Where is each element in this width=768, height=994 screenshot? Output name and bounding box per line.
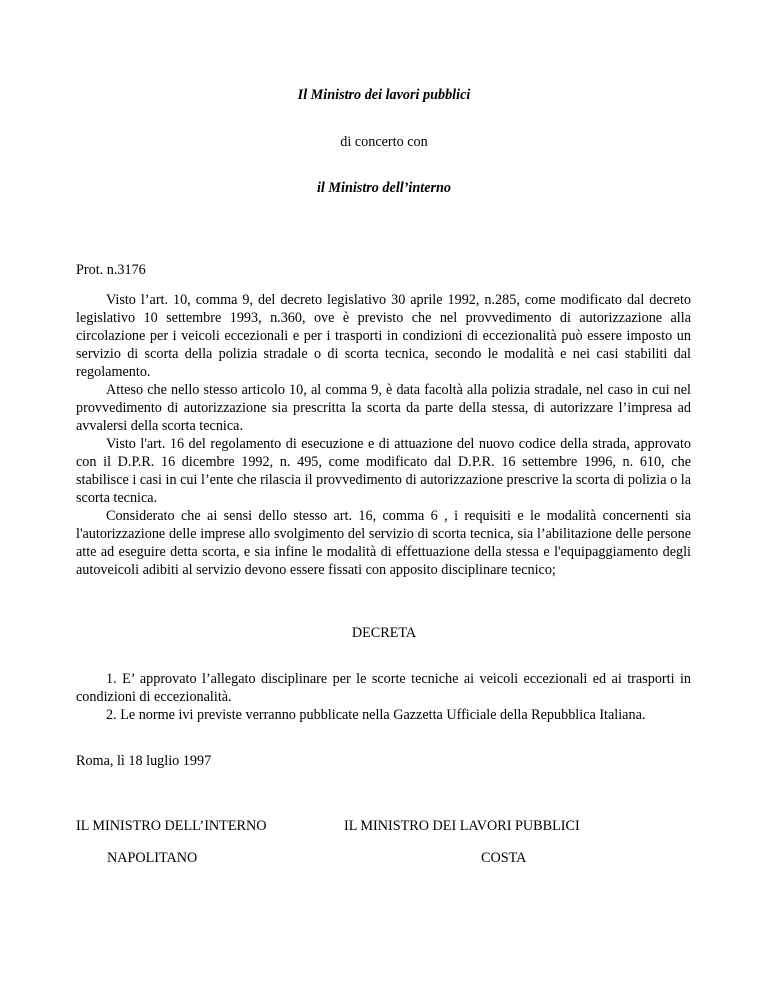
article-item: 2. Le norme ivi previste verranno pubblicate nella Gazzetta Ufficiale della Repubblica Italiana. — [106, 707, 646, 723]
signature-name-left: NAPOLITANO — [107, 850, 198, 866]
concert-line: di concerto con — [340, 134, 428, 150]
preamble-paragraph: Visto l'art. 16 del regolamento di esecuzione e di attuazione del nuovo codice della strada, approvato con il D.P.R. 16 dicembre 1992, n. 495, come modificato dal D.P.R. 16 settembre 1996, n. 610, che stabilisce i casi in cui l’ente che rilascia il provvedimento di autorizzazione prescrive la scorta di polizia o la scorta tecnica. — [76, 436, 691, 506]
preamble — [76, 291, 691, 579]
preamble-paragraph: Considerato che ai sensi dello stesso art. 16, comma 6 , i requisiti e le modalità concernenti sia l'autorizzazione delle imprese allo svolgimento del servizio di scorta tecnica, sia l’abilitazione delle persone atte ad eseguire detta scorta, e sia infine le modalità di effettuazione della stessa e l'equipaggiamento degli autoveicoli adibiti al servizio devono essere fissati con apposito disciplinare tecnico; — [76, 508, 691, 578]
article-item: 1. E’ approvato l’allegato disciplinare per le scorte tecniche ai veicoli eccezionali ed ai trasporti in condizioni di eccezionalità. — [76, 671, 691, 705]
decree-heading: DECRETA — [351, 625, 417, 641]
signature-title-left: IL MINISTRO DELL’INTERNO — [76, 818, 267, 834]
articles — [76, 670, 691, 724]
preamble-paragraph: Atteso che nello stesso articolo 10, al comma 9, è data facoltà alla polizia stradale, nel caso in cui nel provvedimento di autorizzazione sia prescritta la scorta da parte della stessa, di autorizzare l’impresa ad avvalersi della scorta tecnica. — [76, 382, 691, 434]
issuer-title: Il Ministro dei lavori pubblici — [297, 87, 471, 103]
signature-name-right: COSTA — [481, 850, 527, 866]
signature-title-right: IL MINISTRO DEI LAVORI PUBBLICI — [344, 818, 580, 834]
place-date: Roma, lì 18 luglio 1997 — [76, 753, 212, 769]
co-issuer-title: il Ministro dell’interno — [316, 180, 452, 196]
protocol-number: Prot. n.3176 — [76, 262, 146, 278]
preamble-paragraph: Visto l’art. 10, comma 9, del decreto legislativo 30 aprile 1992, n.285, come modificato dal decreto legislativo 10 settembre 1993, n.360, ove è previsto che nel provvedimento di autorizzazione alla circolazione per i veicoli eccezionali e per i trasporti in condizioni di eccezionalità può essere imposto un servizio di scorta della polizia stradale o di scorta tecnica, secondo le modalità e nei casi stabiliti dal regolamento. — [76, 292, 691, 380]
